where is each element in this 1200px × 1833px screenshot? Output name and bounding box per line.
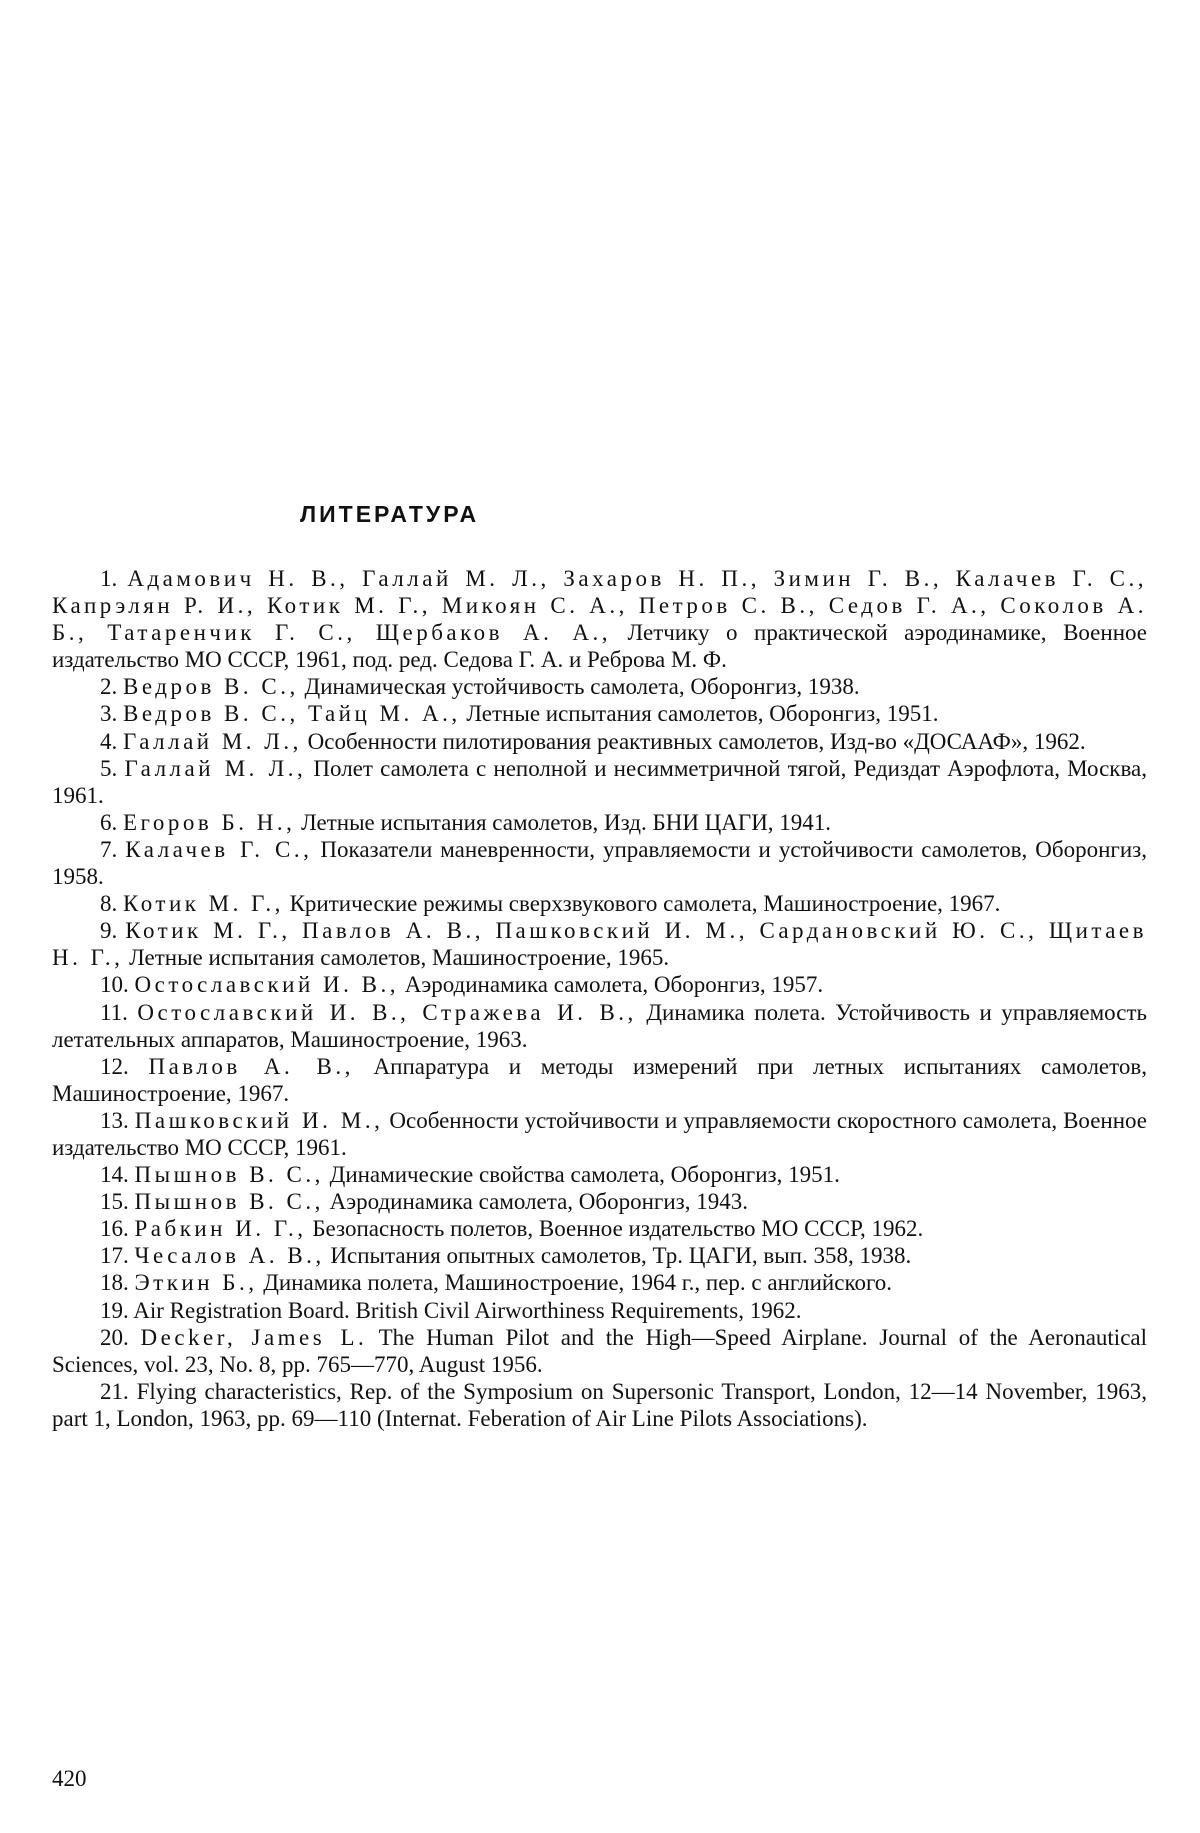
reference-text: Аэродинамика самолета, Оборонгиз, 1957. — [404, 972, 824, 998]
reference-item — [52, 836, 1147, 890]
reference-item — [52, 1242, 1147, 1269]
reference-item — [52, 809, 1147, 836]
reference-item — [52, 565, 1147, 673]
reference-number: 8. — [100, 891, 118, 917]
reference-number: 13. — [100, 1107, 129, 1133]
reference-text: Аэродинамика самолета, Оборонгиз, 1943. — [329, 1189, 748, 1215]
reference-number: 15. — [100, 1189, 129, 1215]
reference-number: 16. — [100, 1216, 129, 1242]
reference-authors: Ведров В. С., — [123, 674, 299, 700]
reference-text: Летчику о практической аэродинамике, Военное издательство МО СССР, 1961, под. ред. Седова Г. А. и Реброва М. Ф. — [52, 620, 1148, 673]
reference-list — [52, 565, 1147, 1432]
reference-item — [52, 1107, 1147, 1161]
reference-item — [52, 1188, 1147, 1215]
reference-authors: Пышнов В. С., — [134, 1162, 324, 1188]
reference-text: Показатели маневренности, управляемости и устойчивости самолетов, Оборонгиз, 1958. — [52, 836, 1147, 890]
reference-authors: Пашковский И. М., — [134, 1107, 384, 1133]
reference-text: Безопасность полетов, Военное издательство МО СССР, 1962. — [312, 1216, 924, 1242]
reference-text: Летные испытания самолетов, Изд. БНИ ЦАГИ, 1941. — [301, 809, 832, 835]
reference-item — [52, 1324, 1147, 1378]
reference-number: 20. — [100, 1324, 129, 1350]
reference-text: Испытания опытных самолетов, Тр. ЦАГИ, вып. 358, 1938. — [330, 1243, 912, 1269]
reference-item — [52, 700, 1147, 727]
reference-text: Критические режимы сверхзвукового самолета, Машиностроение, 1967. — [289, 891, 1001, 917]
page-number: 420 — [52, 1766, 87, 1791]
reference-text: Air Registration Board. British Civil Airworthiness Requirements, 1962. — [133, 1297, 802, 1323]
reference-item — [52, 917, 1147, 971]
reference-number: 12. — [100, 1053, 129, 1079]
reference-text: Динамика полета. Устойчивость и управляемость летательных аппаратов, Машиностроение, 1963. — [52, 999, 1147, 1052]
reference-item — [52, 728, 1147, 755]
reference-text: Летные испытания самолетов, Оборонгиз, 1951. — [466, 701, 939, 727]
reference-item — [52, 1297, 1147, 1324]
reference-text: Особенности устойчивости и управляемости скоростного самолета, Военное издательство МО СССР, 1961. — [52, 1107, 1148, 1160]
reference-text: Аппаратура и методы измерений при летных испытаниях самолетов, Машиностроение, 1967. — [52, 1053, 1147, 1106]
reference-number: 18. — [100, 1270, 129, 1296]
reference-number: 19. — [100, 1297, 129, 1323]
reference-authors: Остославский И. В., Стражева И. В., — [137, 999, 637, 1025]
reference-number: 6. — [100, 809, 118, 835]
reference-number: 3. — [100, 701, 118, 727]
reference-number: 14. — [100, 1162, 129, 1188]
reference-authors: Котик М. Г., Павлов А. В., Пашковский И. М., Сардановский Ю. С., Щитаев Н. Г., — [52, 918, 1148, 971]
reference-authors: Рабкин И. Г., — [134, 1216, 307, 1242]
reference-number: 5. — [100, 755, 118, 781]
reference-authors: Эткин Б., — [134, 1270, 258, 1296]
reference-text: Особенности пилотирования реактивных самолетов, Изд-во «ДОСААФ», 1962. — [307, 728, 1086, 754]
reference-item — [52, 755, 1147, 809]
section-heading: ЛИТЕРАТУРА — [300, 501, 480, 527]
reference-authors: Калачев Г. С., — [125, 836, 313, 862]
reference-authors: Котик М. Г., — [123, 891, 284, 917]
reference-item — [52, 999, 1147, 1053]
reference-authors: Адамович Н. В., Галлай М. Л., Захаров Н. П., Зимин Г. В., Калачев Г. С., Капрэлян Р. И., Котик М. Г., Микоян С. А., Петров С. В., Седов Г. А., Соколов А. Б., Татаренчик Г. С., Щербаков А. А., — [52, 566, 1148, 646]
reference-number: 4. — [100, 728, 118, 754]
reference-authors: Чесалов А. В., — [134, 1243, 325, 1269]
reference-authors: Павлов А. В., — [148, 1053, 354, 1079]
reference-authors: Галлай М. Л., — [123, 728, 302, 754]
reference-authors: Decker, James L. — [140, 1324, 368, 1350]
reference-item — [52, 1053, 1147, 1107]
reference-authors: Пышнов В. С., — [134, 1189, 324, 1215]
reference-text: Flying characteristics, Rep. of the Symposium on Supersonic Transport, London, 12—14 November, 1963, part 1, London, 1963, pp. 69—110 (Internat. Feberation of Air Line Pilots Associations). — [52, 1378, 1148, 1431]
reference-item — [52, 673, 1147, 700]
reference-authors: Ведров В. С., Тайц М. А., — [123, 701, 461, 727]
reference-item — [52, 1161, 1147, 1188]
reference-number: 9. — [100, 918, 118, 944]
reference-text: Динамические свойства самолета, Оборонгиз, 1951. — [329, 1162, 840, 1188]
reference-number: 1. — [100, 566, 118, 591]
reference-text: Динамическая устойчивость самолета, Оборонгиз, 1938. — [304, 674, 860, 700]
reference-number: 21. — [100, 1378, 129, 1404]
reference-authors: Галлай М. Л., — [124, 755, 307, 781]
reference-number: 11. — [100, 999, 128, 1025]
reference-item — [52, 1215, 1147, 1242]
reference-authors: Егоров Б. Н., — [123, 809, 296, 835]
reference-item — [52, 890, 1147, 917]
reference-text: Летные испытания самолетов, Машиностроение, 1965. — [129, 945, 670, 971]
reference-item — [52, 971, 1147, 998]
reference-item — [52, 1269, 1147, 1296]
reference-text: The Human Pilot and the High—Speed Airplane. Journal of the Aeronautical Sciences, vol. 23, No. 8, pp. 765—770, August 1956. — [52, 1324, 1148, 1377]
reference-number: 17. — [100, 1243, 129, 1269]
reference-item — [52, 1378, 1147, 1432]
reference-number: 7. — [100, 836, 118, 862]
reference-number: 2. — [100, 674, 118, 700]
reference-text: Полет самолета с неполной и несимметричной тягой, Редиздат Аэрофлота, Москва, 1961. — [52, 755, 1147, 808]
reference-text: Динамика полета, Машиностроение, 1964 г., пер. с английского. — [263, 1270, 893, 1296]
reference-number: 10. — [100, 972, 129, 998]
reference-authors: Остославский И. В., — [134, 972, 399, 998]
